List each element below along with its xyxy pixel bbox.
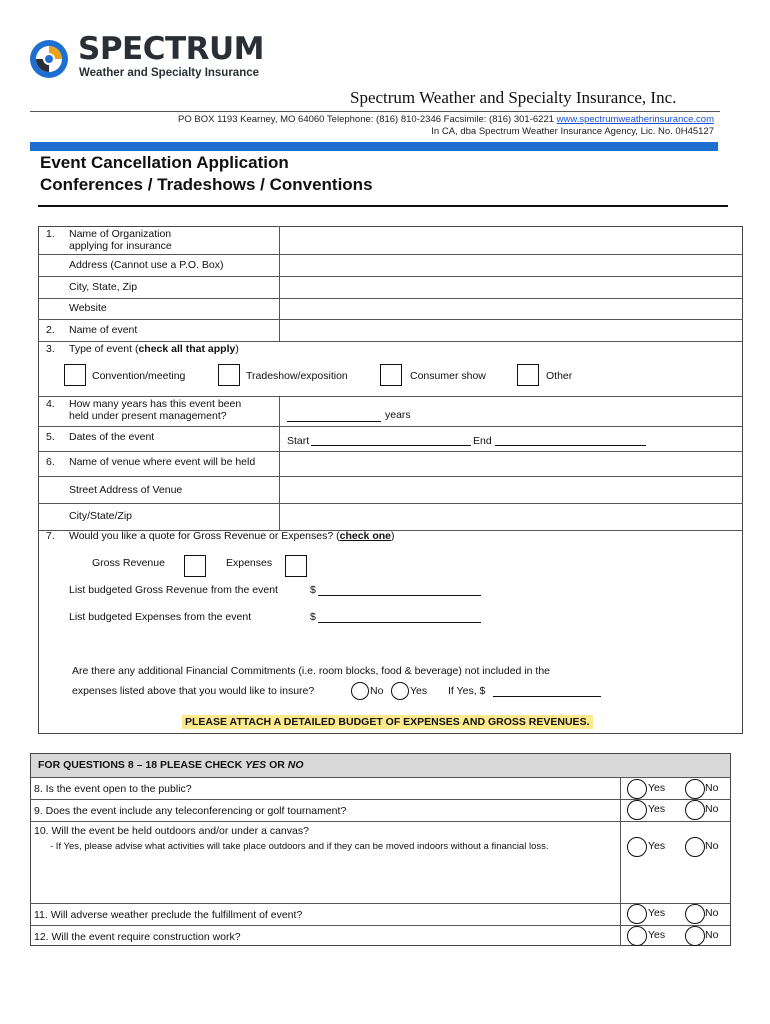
consumer-show-checkbox[interactable] xyxy=(380,364,402,386)
q10-no-label: No xyxy=(705,840,719,852)
yes-no-header: FOR QUESTIONS 8 – 18 PLEASE CHECK YES OR NO xyxy=(38,759,304,771)
q10-yes-radio[interactable] xyxy=(627,837,647,857)
start-date-label: Start xyxy=(287,435,310,447)
q10-followup-text: - If Yes, please advise what activities will take place outdoors and if they can be moved indoors without a financial loss. xyxy=(50,841,549,852)
website-field[interactable] xyxy=(281,300,741,318)
q8-no-label: No xyxy=(705,782,719,794)
q1-number: 1. xyxy=(46,228,55,240)
q12-yes-radio[interactable] xyxy=(627,926,647,946)
q11-yes-radio[interactable] xyxy=(627,904,647,924)
q11-no-radio[interactable] xyxy=(685,904,705,924)
financial-yes-label: Yes xyxy=(410,685,428,697)
q6-number: 6. xyxy=(46,456,55,468)
logo-wordmark: SPECTRUM xyxy=(78,31,265,67)
form-title: Event Cancellation Application xyxy=(40,153,289,172)
if-yes-amount-label: If Yes, $ xyxy=(448,685,486,697)
other-checkbox[interactable] xyxy=(517,364,539,386)
budget-expenses-label: List budgeted Expenses from the event xyxy=(69,611,252,623)
q3-number: 3. xyxy=(46,343,55,355)
company-name: Spectrum Weather and Specialty Insurance, Inc. xyxy=(350,88,677,107)
license-line: In CA, dba Spectrum Weather Insurance Agency, Lic. No. 0H45127 xyxy=(431,126,714,137)
website-link[interactable]: www.spectrumweatherinsurance.com xyxy=(556,114,714,125)
q9-yes-label: Yes xyxy=(648,803,666,815)
venue-name-field[interactable] xyxy=(281,453,741,475)
budget-expenses-field[interactable] xyxy=(318,610,481,623)
form-subtitle: Conferences / Tradeshows / Conventions xyxy=(40,175,373,194)
consumer-show-label: Consumer show xyxy=(410,370,486,382)
q5-number: 5. xyxy=(46,431,55,443)
gross-revenue-label: Gross Revenue xyxy=(92,557,165,569)
financial-no-radio[interactable] xyxy=(351,682,369,700)
contact-line xyxy=(178,114,714,125)
end-date-field[interactable] xyxy=(495,433,646,446)
financial-commitments-line2: expenses listed above that you would like to insure? xyxy=(72,685,315,697)
budget-expenses-dollar: $ xyxy=(310,611,316,623)
tradeshow-exposition-checkbox[interactable] xyxy=(218,364,240,386)
q10-no-radio[interactable] xyxy=(685,837,705,857)
q10-yes-label: Yes xyxy=(648,840,666,852)
q9-no-radio[interactable] xyxy=(685,800,705,820)
organization-name-field[interactable] xyxy=(281,228,741,253)
q6-label: Name of venue where event will be held xyxy=(69,456,256,468)
q8-text: 8. Is the event open to the public? xyxy=(34,783,192,795)
q4-label-line1: How many years has this event been xyxy=(69,398,242,410)
brand-bar xyxy=(30,142,718,151)
q5-label: Dates of the event xyxy=(69,431,155,443)
other-label: Other xyxy=(546,370,573,382)
attach-budget-note: PLEASE ATTACH A DETAILED BUDGET OF EXPENSES AND GROSS REVENUES. xyxy=(182,715,593,729)
expenses-checkbox[interactable] xyxy=(285,555,307,577)
financial-no-label: No xyxy=(370,685,384,697)
q8-yes-label: Yes xyxy=(648,782,666,794)
header-divider xyxy=(30,111,720,112)
q4-label-line2: held under present management? xyxy=(69,410,227,422)
venue-street-field[interactable] xyxy=(281,478,741,502)
expenses-label: Expenses xyxy=(226,557,273,569)
city-state-zip-label: City, State, Zip xyxy=(69,281,138,293)
budget-gross-label: List budgeted Gross Revenue from the event xyxy=(69,584,278,596)
q7-number: 7. xyxy=(46,530,55,542)
q2-number: 2. xyxy=(46,324,55,336)
city-state-zip-field[interactable] xyxy=(281,278,741,297)
convention-meeting-label: Convention/meeting xyxy=(92,370,186,382)
address-text: PO BOX 1193 Kearney, MO 64060 Telephone: (816) 810-2346 Facsimile: (816) 301-6221 xyxy=(178,114,555,125)
q1-label-line1: Name of Organization xyxy=(69,228,172,240)
q10-text: 10. Will the event be held outdoors and/or under a canvas? xyxy=(34,825,309,837)
q12-no-label: No xyxy=(705,929,719,941)
q7-label: Would you like a quote for Gross Revenue or Expenses? (check one) xyxy=(69,530,395,542)
tradeshow-exposition-label: Tradeshow/exposition xyxy=(246,370,348,382)
spectrum-logo-icon xyxy=(28,30,70,88)
q11-no-label: No xyxy=(705,907,719,919)
q9-yes-radio[interactable] xyxy=(627,800,647,820)
venue-city-field[interactable] xyxy=(281,505,741,529)
budget-gross-field[interactable] xyxy=(318,583,481,596)
q11-yes-label: Yes xyxy=(648,907,666,919)
logo-tagline: Weather and Specialty Insurance xyxy=(79,67,260,79)
q1-label-line2: applying for insurance xyxy=(69,240,172,252)
budget-gross-dollar: $ xyxy=(310,584,316,596)
financial-yes-radio[interactable] xyxy=(391,682,409,700)
q4-number: 4. xyxy=(46,398,55,410)
title-divider xyxy=(38,205,728,207)
q12-text: 12. Will the event require construction work? xyxy=(34,931,241,943)
event-name-field[interactable] xyxy=(281,321,741,340)
q12-yes-label: Yes xyxy=(648,929,666,941)
q8-no-radio[interactable] xyxy=(685,779,705,799)
q2-label: Name of event xyxy=(69,324,138,336)
website-label: Website xyxy=(69,302,107,314)
venue-city-label: City/State/Zip xyxy=(69,510,133,522)
q9-text: 9. Does the event include any teleconferencing or golf tournament? xyxy=(34,805,347,817)
start-date-field[interactable] xyxy=(311,433,471,446)
convention-meeting-checkbox[interactable] xyxy=(64,364,86,386)
q8-yes-radio[interactable] xyxy=(627,779,647,799)
gross-revenue-checkbox[interactable] xyxy=(184,555,206,577)
years-label: years xyxy=(385,409,411,421)
q9-no-label: No xyxy=(705,803,719,815)
years-field[interactable] xyxy=(287,408,381,422)
if-yes-amount-field[interactable] xyxy=(493,684,601,697)
q11-text: 11. Will adverse weather preclude the fulfillment of event? xyxy=(34,909,303,921)
street-address-label: Street Address of Venue xyxy=(69,484,183,496)
q3-label: Type of event (check all that apply) xyxy=(69,343,239,355)
end-date-label: End xyxy=(473,435,492,447)
address-label: Address (Cannot use a P.O. Box) xyxy=(69,259,224,271)
financial-commitments-line1: Are there any additional Financial Commitments (i.e. room blocks, food & beverage) not included in the xyxy=(72,665,550,677)
q12-no-radio[interactable] xyxy=(685,926,705,946)
address-field[interactable] xyxy=(281,256,741,275)
